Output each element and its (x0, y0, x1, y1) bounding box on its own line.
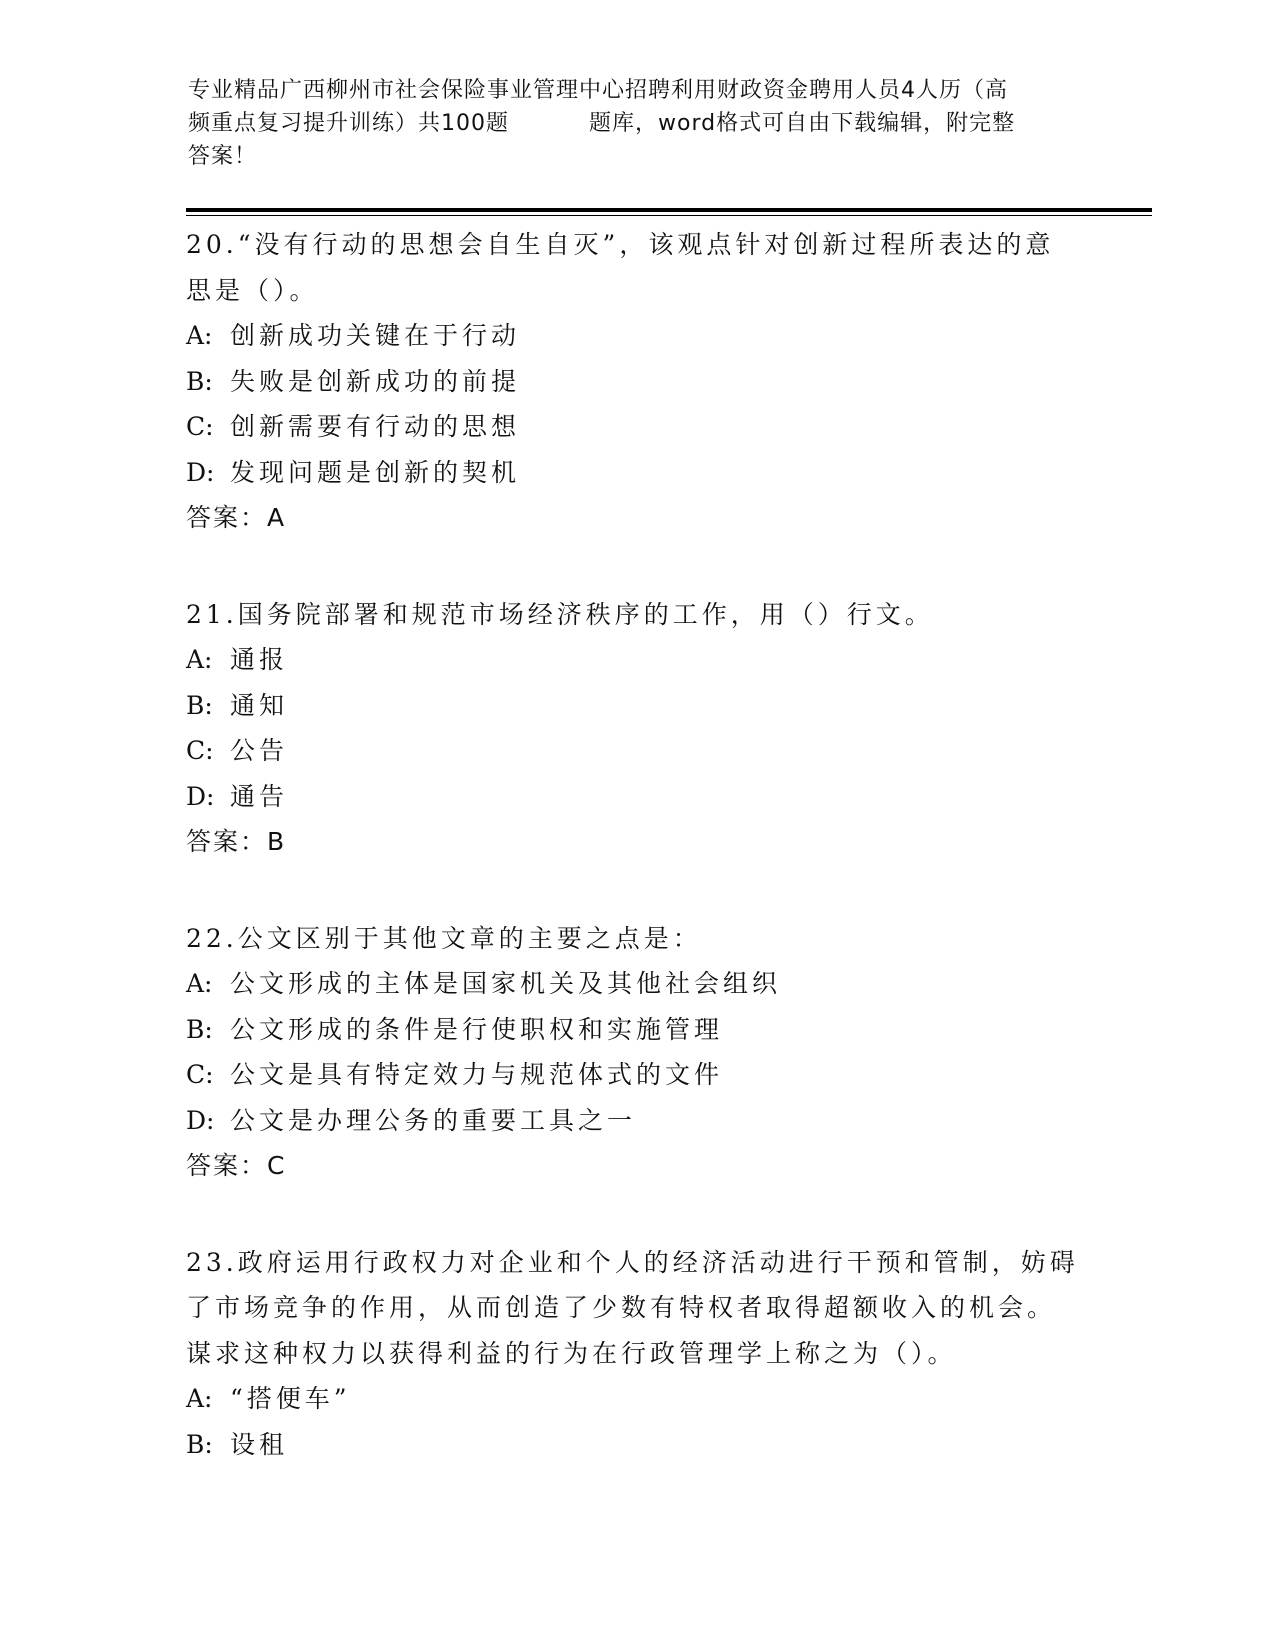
option-letter: C: (186, 412, 214, 441)
option-letter: A: (186, 645, 213, 674)
header-line-2-part-2: 题库，word格式可自由下载编辑，附完整 (589, 111, 1016, 136)
question-text (186, 916, 1086, 962)
option-text: 公文是办理公务的重要工具之一 (230, 1105, 637, 1135)
question-text (186, 592, 1086, 638)
option-text: 失败是创新成功的前提 (230, 366, 521, 396)
option-letter: C: (186, 1060, 214, 1089)
option-a (186, 961, 1086, 1007)
option-letter: B: (186, 1014, 213, 1044)
option-text: 公告 (230, 736, 289, 765)
question-text-line: 20.“没有行动的思想会自生自灭”，该观点针对创新过程所表达的意 (186, 230, 1055, 259)
question-23 (186, 1240, 1086, 1468)
header-line-3: 答案！ (188, 144, 258, 169)
question-text-line: 思是（）。 (186, 275, 319, 305)
question-list (186, 222, 1086, 1518)
answer-line: 答案：B (186, 827, 287, 856)
option-b (186, 683, 1086, 729)
option-d (186, 774, 1086, 820)
option-c (186, 1052, 1086, 1098)
option-text: 公文形成的主体是国家机关及其他社会组织 (230, 969, 782, 998)
option-c (186, 404, 1086, 450)
question-22 (186, 916, 1086, 1189)
question-text-line: 22.公文区别于其他文章的主要之点是： (186, 923, 702, 953)
option-text: 发现问题是创新的契机 (230, 457, 521, 487)
option-letter: A: (186, 969, 213, 998)
option-letter: B: (186, 690, 213, 720)
option-letter: A: (186, 321, 213, 350)
option-letter: D: (186, 781, 215, 811)
option-c (186, 728, 1086, 774)
option-text: 创新成功关键在于行动 (230, 321, 521, 350)
header-divider-thick (186, 208, 1152, 212)
option-text: 通告 (230, 781, 289, 811)
option-b (186, 1422, 1086, 1468)
option-d (186, 1098, 1086, 1144)
option-letter: A: (186, 1384, 213, 1413)
option-text: 公文是具有特定效力与规范体式的文件 (230, 1060, 724, 1089)
question-text (186, 1240, 1086, 1377)
question-text (186, 222, 1086, 313)
option-letter: B: (186, 366, 213, 396)
option-text: 通知 (230, 690, 289, 720)
question-text-line: 21.国务院部署和规范市场经济秩序的工作，用（）行文。 (186, 599, 934, 629)
option-text: “搭便车” (230, 1384, 351, 1413)
question-text-line: 谋求这种权力以获得利益的行为在行政管理学上称之为（）。 (186, 1338, 957, 1368)
document-header (188, 74, 1088, 173)
option-text: 创新需要有行动的思想 (230, 412, 521, 441)
question-21 (186, 592, 1086, 865)
question-text-line: 23.政府运用行政权力对企业和个人的经济活动进行干预和管制，妨碍 (186, 1247, 1079, 1277)
answer-line: 答案：C (186, 1151, 287, 1180)
option-d (186, 450, 1086, 496)
option-a (186, 313, 1086, 359)
option-b (186, 1007, 1086, 1053)
option-text: 公文形成的条件是行使职权和实施管理 (230, 1014, 724, 1044)
option-letter: D: (186, 1105, 215, 1135)
header-line-2 (188, 107, 1088, 140)
header-line-1: 专业精品广西柳州市社会保险事业管理中心招聘利用财政资金聘用人员4人历（高 (188, 78, 1008, 103)
answer-line: 答案：A (186, 503, 287, 532)
option-letter: C: (186, 736, 214, 765)
option-text: 设租 (230, 1429, 289, 1459)
option-letter: B: (186, 1429, 213, 1459)
option-letter: D: (186, 457, 215, 487)
option-text: 通报 (230, 645, 289, 674)
header-divider-thin (186, 215, 1152, 216)
option-b (186, 359, 1086, 405)
header-line-2-part-1: 频重点复习提升训练）共100题 (188, 111, 509, 136)
question-text-line: 了市场竞争的作用，从而创造了少数有特权者取得超额收入的机会。 (186, 1293, 1057, 1322)
question-20 (186, 222, 1086, 541)
option-a (186, 1376, 1086, 1422)
option-a (186, 637, 1086, 683)
